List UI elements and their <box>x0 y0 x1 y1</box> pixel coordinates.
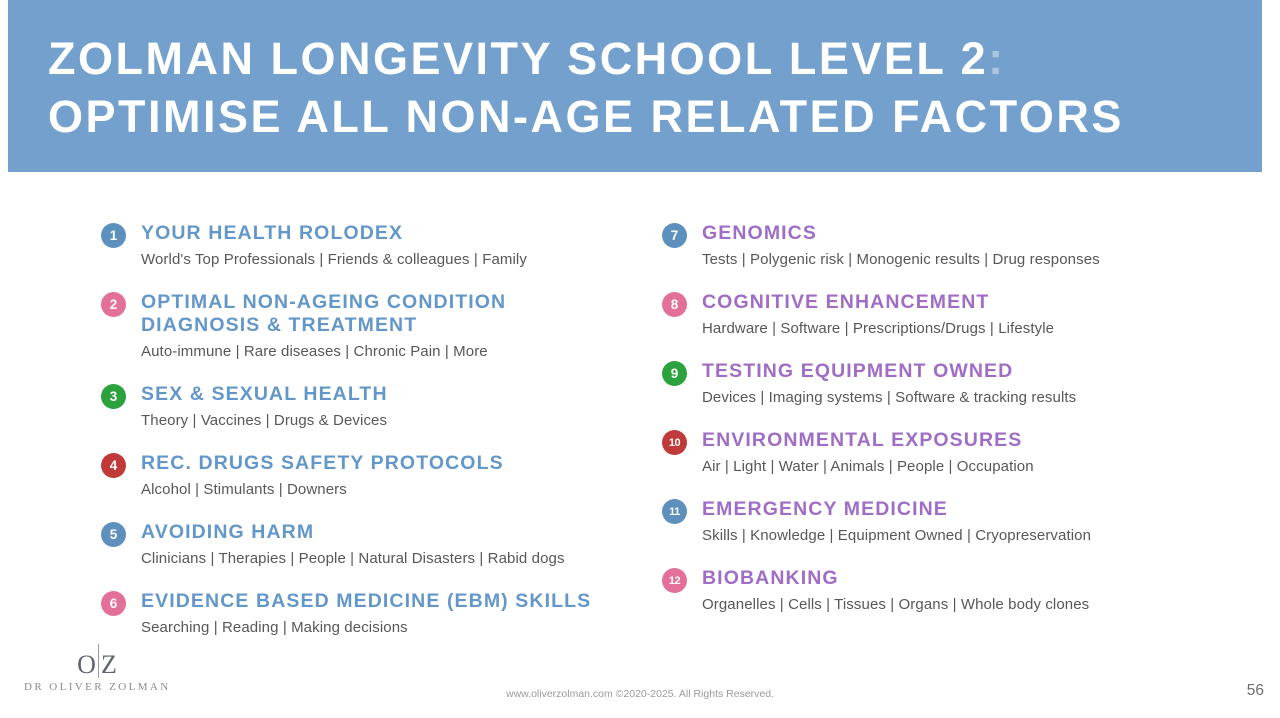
item-number-badge: 12 <box>662 568 687 593</box>
item-title-line2: DIAGNOSIS & TREATMENT <box>141 314 418 336</box>
item-title: EMERGENCY MEDICINE <box>702 498 948 520</box>
list-item <box>101 222 646 270</box>
item-number-badge: 3 <box>101 384 126 409</box>
item-text <box>141 590 591 638</box>
logo-divider-bar <box>98 644 99 678</box>
item-subtitle: Searching | Reading | Making decisions <box>141 619 408 636</box>
list-item <box>101 383 646 431</box>
item-subtitle: World's Top Professionals | Friends & colleagues | Family <box>141 251 527 268</box>
item-text <box>141 521 565 569</box>
item-title: TESTING EQUIPMENT OWNED <box>702 360 1014 382</box>
slide-title-line1-text: ZOLMAN LONGEVITY SCHOOL LEVEL 2 <box>48 33 989 84</box>
item-title: YOUR HEALTH ROLODEX <box>141 222 404 244</box>
item-number-badge: 8 <box>662 292 687 317</box>
list-item <box>101 521 646 569</box>
item-number-badge: 2 <box>101 292 126 317</box>
list-item <box>662 222 1222 270</box>
list-item <box>662 291 1222 339</box>
item-number-badge: 10 <box>662 430 687 455</box>
item-subtitle: Alcohol | Stimulants | Downers <box>141 481 347 498</box>
item-text <box>702 291 1054 339</box>
item-text <box>702 429 1034 477</box>
slide-title-line2: OPTIMISE ALL NON-AGE RELATED FACTORS <box>48 91 1124 142</box>
list-item <box>101 590 646 638</box>
list-item <box>662 360 1222 408</box>
item-number-badge: 7 <box>662 223 687 248</box>
item-title: AVOIDING HARM <box>141 521 315 543</box>
item-title: SEX & SEXUAL HEALTH <box>141 383 388 405</box>
item-title: COGNITIVE ENHANCEMENT <box>702 291 990 313</box>
item-subtitle: Clinicians | Therapies | People | Natural Disasters | Rabid dogs <box>141 550 565 567</box>
item-subtitle: Skills | Knowledge | Equipment Owned | Cryopreservation <box>702 527 1092 544</box>
logo-letter-o: O <box>77 650 96 679</box>
item-subtitle: Theory | Vaccines | Drugs & Devices <box>141 412 388 429</box>
title-banner <box>8 0 1262 172</box>
item-number-badge: 11 <box>662 499 687 524</box>
item-title: GENOMICS <box>702 222 817 244</box>
item-number-badge: 9 <box>662 361 687 386</box>
item-text <box>141 383 388 431</box>
item-subtitle: Devices | Imaging systems | Software & tracking results <box>702 389 1077 406</box>
left-column <box>101 222 646 659</box>
logo-letter-z: Z <box>100 650 117 679</box>
slide-title-line1 <box>48 30 1262 88</box>
item-text <box>702 567 1089 615</box>
item-subtitle: Organelles | Cells | Tissues | Organs | Whole body clones <box>702 596 1090 613</box>
item-title: REC. DRUGS SAFETY PROTOCOLS <box>141 452 504 474</box>
item-number-badge: 4 <box>101 453 126 478</box>
item-text <box>702 222 1100 270</box>
item-text <box>702 360 1076 408</box>
item-text <box>702 498 1091 546</box>
copyright-text: www.oliverzolman.com ©2020-2025. All Rights Reserved. <box>505 688 775 700</box>
item-title: BIOBANKING <box>702 567 839 589</box>
logo <box>24 644 170 693</box>
title-colon: : <box>988 33 1006 84</box>
list-item <box>101 291 646 362</box>
page-number: 56 <box>1246 682 1264 699</box>
right-column <box>662 222 1222 636</box>
item-number-badge: 6 <box>101 591 126 616</box>
item-number-badge: 1 <box>101 223 126 248</box>
list-item <box>662 567 1222 615</box>
item-text <box>141 222 527 270</box>
item-title: ENVIRONMENTAL EXPOSURES <box>702 429 1023 451</box>
item-title: OPTIMAL NON-AGEING CONDITION <box>141 291 507 313</box>
list-item <box>662 498 1222 546</box>
logo-name: DR OLIVER ZOLMAN <box>24 681 171 693</box>
item-subtitle: Air | Light | Water | Animals | People | Occupation <box>702 458 1034 475</box>
item-subtitle: Tests | Polygenic risk | Monogenic results | Drug responses <box>702 251 1100 268</box>
logo-mark <box>24 644 170 678</box>
list-item <box>101 452 646 500</box>
item-text <box>141 291 506 362</box>
item-subtitle: Auto-immune | Rare diseases | Chronic Pain | More <box>141 343 488 360</box>
item-subtitle: Hardware | Software | Prescriptions/Drugs | Lifestyle <box>702 320 1055 337</box>
item-number-badge: 5 <box>101 522 126 547</box>
list-item <box>662 429 1222 477</box>
item-text <box>141 452 504 500</box>
item-title: EVIDENCE BASED MEDICINE (EBM) SKILLS <box>141 590 592 612</box>
